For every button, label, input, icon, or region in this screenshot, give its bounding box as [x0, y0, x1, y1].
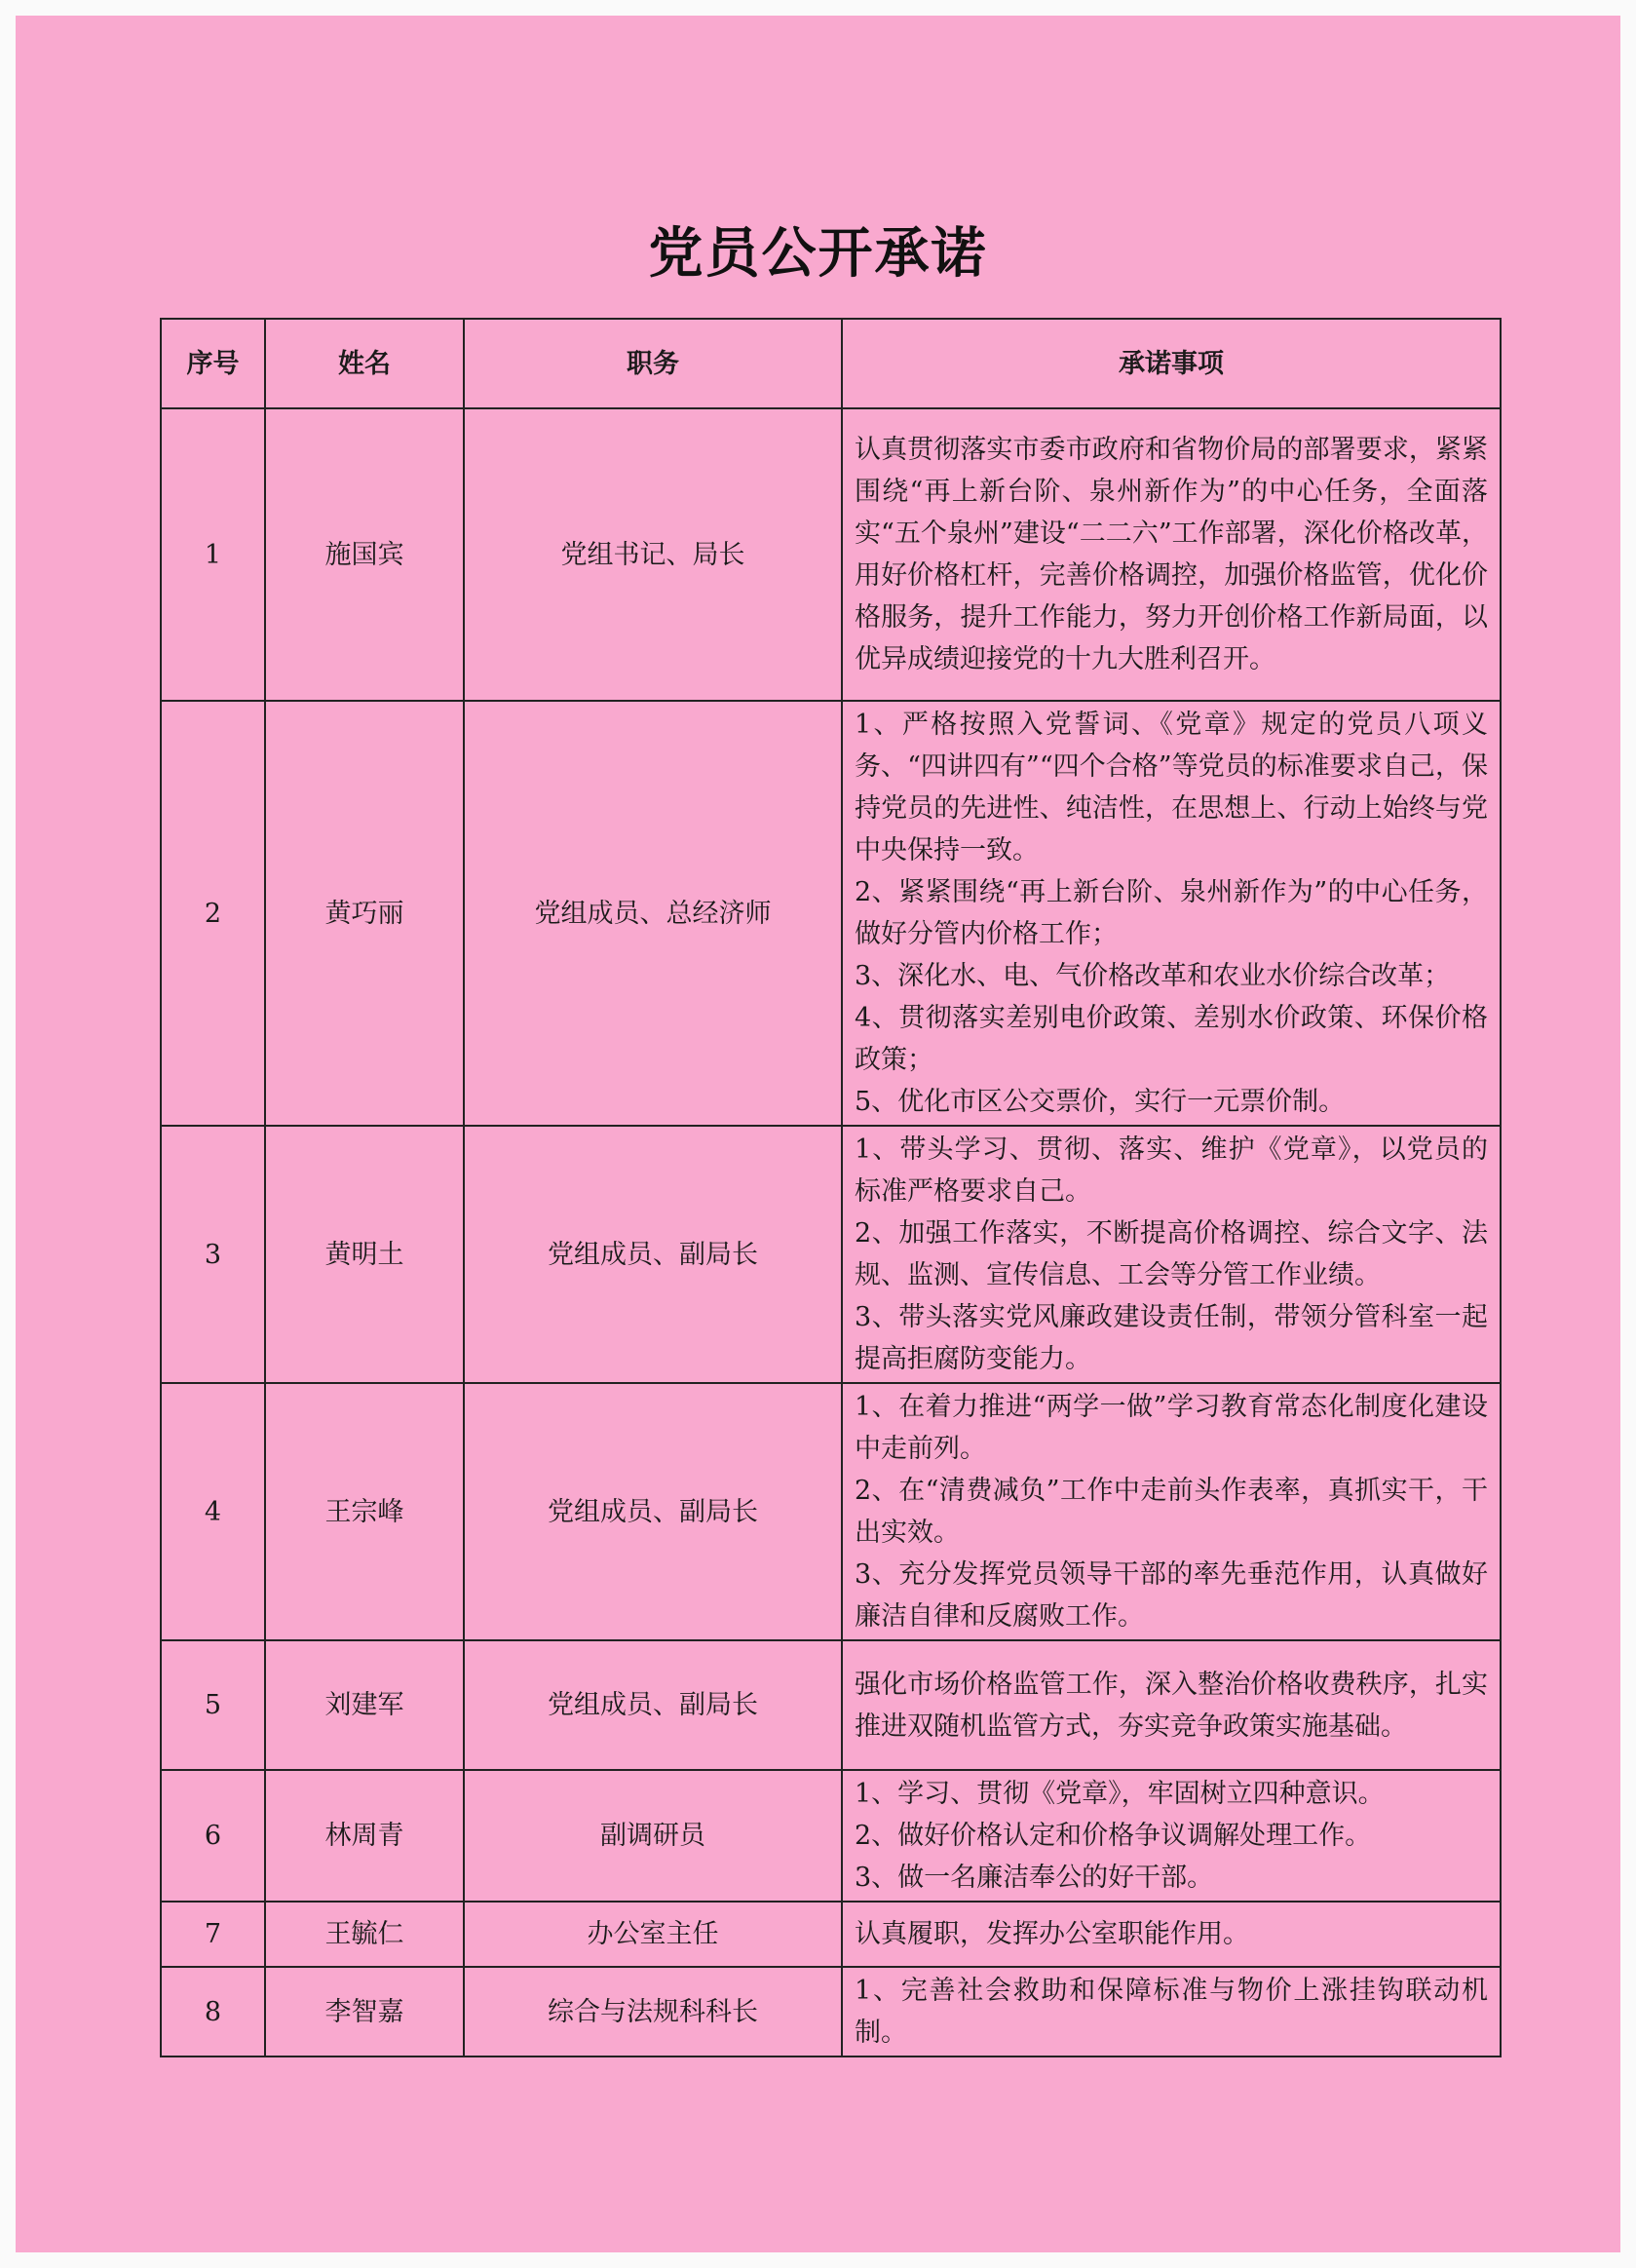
row-commitment — [842, 1902, 1501, 1967]
commitment-line: 3、深化水、电、气价格改革和农业水价综合改革； — [855, 961, 1451, 991]
row-commitment — [842, 1770, 1501, 1902]
table-row — [161, 408, 1501, 701]
header-index: 序号 — [161, 319, 265, 408]
row-name: 黄明土 — [265, 1126, 464, 1383]
header-position: 职务 — [464, 319, 842, 408]
row-name: 黄巧丽 — [265, 701, 464, 1126]
table-row — [161, 1770, 1501, 1902]
commitment-line: 5、优化市区公交票价，实行一元票价制。 — [855, 1087, 1346, 1117]
commitment-line: 2、在“清费减负”工作中走前头作表率，真抓实干，干出实效。 — [855, 1476, 1488, 1548]
row-commitment — [842, 1967, 1501, 2057]
table-row — [161, 1383, 1501, 1640]
header-name: 姓名 — [265, 319, 464, 408]
row-position: 副调研员 — [464, 1770, 842, 1902]
commitment-line: 1、在着力推进“两学一做”学习教育常态化制度化建设中走前列。 — [855, 1392, 1488, 1464]
row-name: 林周青 — [265, 1770, 464, 1902]
table-row — [161, 1902, 1501, 1967]
commitment-line: 1、完善社会救助和保障标准与物价上涨挂钩联动机制。 — [855, 1976, 1488, 2048]
row-commitment — [842, 408, 1501, 701]
row-index: 7 — [161, 1902, 265, 1967]
row-position: 办公室主任 — [464, 1902, 842, 1967]
row-name: 王毓仁 — [265, 1902, 464, 1967]
row-commitment — [842, 1383, 1501, 1640]
row-index: 4 — [161, 1383, 265, 1640]
commitment-line: 强化市场价格监管工作，深入整治价格收费秩序，扎实推进双随机监管方式，夯实竞争政策实施基础。 — [855, 1669, 1488, 1742]
row-index: 6 — [161, 1770, 265, 1902]
row-index: 5 — [161, 1640, 265, 1770]
row-position: 党组成员、总经济师 — [464, 701, 842, 1126]
row-name: 王宗峰 — [265, 1383, 464, 1640]
row-index: 8 — [161, 1967, 265, 2057]
row-commitment — [842, 701, 1501, 1126]
row-commitment — [842, 1126, 1501, 1383]
table-row — [161, 1126, 1501, 1383]
commitment-line: 认真贯彻落实市委市政府和省物价局的部署要求，紧紧围绕“再上新台阶、泉州新作为”的中心任务，全面落实“五个泉州”建设“二二六”工作部署，深化价格改革，用好价格杠杆，完善价格调控，加强价格监管，优化价格服务，提升工作能力，努力开创价格工作新局面，以优异成绩迎接党的十九大胜利召开。 — [855, 435, 1488, 674]
commitment-line: 3、充分发挥党员领导干部的率先垂范作用，认真做好廉洁自律和反腐败工作。 — [855, 1559, 1488, 1632]
commitment-line: 1、带头学习、贯彻、落实、维护《党章》，以党员的标准严格要求自己。 — [855, 1134, 1488, 1207]
commitment-line: 认真履职，发挥办公室职能作用。 — [855, 1919, 1249, 1949]
row-commitment — [842, 1640, 1501, 1770]
row-index: 3 — [161, 1126, 265, 1383]
commitment-line: 1、学习、贯彻《党章》，牢固树立四种意识。 — [855, 1779, 1385, 1809]
table-row — [161, 1640, 1501, 1770]
document-page — [16, 16, 1620, 2252]
commitment-line: 3、带头落实党风廉政建设责任制，带领分管科室一起提高拒腐防变能力。 — [855, 1302, 1488, 1374]
document-title: 党员公开承诺 — [648, 222, 988, 286]
table-row — [161, 1967, 1501, 2057]
commitment-line: 4、贯彻落实差别电价政策、差别水价政策、环保价格政策； — [855, 1003, 1488, 1075]
row-position: 党组成员、副局长 — [464, 1126, 842, 1383]
commitment-line: 2、做好价格认定和价格争议调解处理工作。 — [855, 1821, 1372, 1851]
commitment-line: 1、严格按照入党誓词、《党章》规定的党员八项义务、“四讲四有”“四个合格”等党员的标准要求自己，保持党员的先进性、纯洁性，在思想上、行动上始终与党中央保持一致。 — [855, 710, 1488, 865]
commitment-line: 2、紧紧围绕“再上新台阶、泉州新作为”的中心任务，做好分管内价格工作； — [855, 877, 1488, 949]
row-name: 施国宾 — [265, 408, 464, 701]
row-position: 党组成员、副局长 — [464, 1640, 842, 1770]
commitment-line: 3、做一名廉洁奉公的好干部。 — [855, 1863, 1214, 1893]
row-position: 党组书记、局长 — [464, 408, 842, 701]
row-name: 刘建军 — [265, 1640, 464, 1770]
table-row — [161, 701, 1501, 1126]
row-name: 李智嘉 — [265, 1967, 464, 2057]
commitment-line: 2、加强工作落实，不断提高价格调控、综合文字、法规、监测、宣传信息、工会等分管工作业绩。 — [855, 1218, 1488, 1290]
commitment-table — [160, 318, 1502, 2057]
row-index: 1 — [161, 408, 265, 701]
row-position: 综合与法规科科长 — [464, 1967, 842, 2057]
row-position: 党组成员、副局长 — [464, 1383, 842, 1640]
header-commitment: 承诺事项 — [842, 319, 1501, 408]
table-header-row — [161, 319, 1501, 408]
row-index: 2 — [161, 701, 265, 1126]
